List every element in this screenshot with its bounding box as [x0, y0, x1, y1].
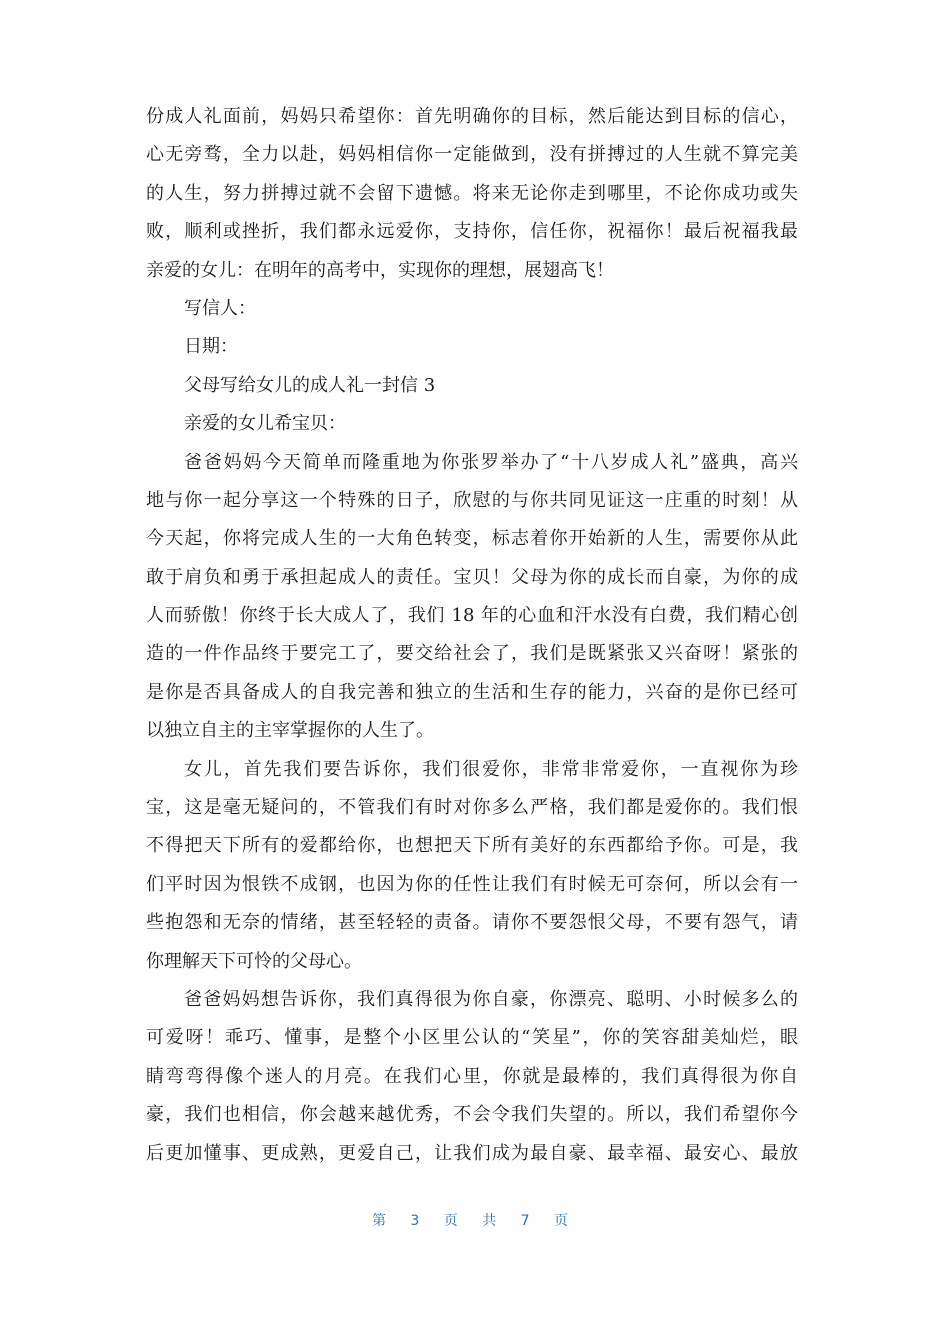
- text-line: 造的一件作品终于要完工了，要交给社会了，我们是既紧张又兴奋呀！紧张的: [146, 643, 798, 665]
- text-line: 敢于肩负和勇于承担起成人的责任。宝贝！父母为你的成长而自豪，为你的成: [146, 566, 798, 588]
- text-line: 份成人礼面前，妈妈只希望你：首先明确你的目标，然后能达到目标的信心，: [146, 106, 798, 127]
- text-line: 亲爱的女儿希宝贝：: [184, 413, 346, 435]
- text-line: 宝，这是毫无疑问的，不管我们有时对你多么严格，我们都是爱你的。我们恨: [146, 797, 798, 819]
- text-line: 女儿，首先我们要告诉你，我们很爱你，非常非常爱你，一直视你为珍: [184, 758, 798, 780]
- text-line: 爸爸妈妈想告诉你，我们真得很为你自豪，你漂亮、聪明、小时候多么的: [184, 988, 798, 1010]
- text-line: 地与你一起分享这一个特殊的日子，欣慰的与你共同见证这一庄重的时刻！从: [146, 489, 798, 511]
- text-line: 败，顺利或挫折，我们都永远爱你，支持你，信任你，祝福你！最后祝福我最: [146, 221, 798, 243]
- page-footer: 第 3 页 共 7 页: [371, 1213, 579, 1229]
- text-line: 你理解天下可怜的父母心。: [146, 950, 362, 972]
- text-line: 睛弯弯得像个迷人的月亮。在我们心里，你就是最棒的，我们真得很为你自: [146, 1065, 798, 1087]
- text-line: 写信人：: [184, 297, 256, 319]
- text-line: 人而骄傲！你终于长大成人了，我们 18 年的心血和汗水没有白费，我们精心创: [146, 605, 798, 627]
- text-line: 父母写给女儿的成人礼一封信 3: [184, 374, 436, 396]
- text-line: 亲爱的女儿：在明年的高考中，实现你的理想，展翅高飞！: [146, 259, 614, 281]
- text-line: 以独立自主的主宰掌握你的人生了。: [146, 720, 434, 742]
- text-line: 些抱怨和无奈的情绪，甚至轻轻的责备。请你不要怨恨父母，不要有怨气，请: [146, 912, 798, 934]
- text-line: 豪，我们也相信，你会越来越优秀，不会令我们失望的。所以，我们希望你今: [146, 1104, 798, 1126]
- text-line: 的人生，努力拼搏过就不会留下遗憾。将来无论你走到哪里，不论你成功或失: [146, 182, 798, 204]
- text-line: 不得把天下所有的爱都给你，也想把天下所有美好的东西都给予你。可是，我: [146, 835, 798, 857]
- text-line: 日期：: [184, 336, 238, 358]
- text-line: 可爱呀！乖巧、懂事，是整个小区里公认的“笑星”，你的笑容甜美灿烂，眼: [146, 1027, 798, 1049]
- text-line: 后更加懂事、更成熟，更爱自己，让我们成为最自豪、最幸福、最安心、最放: [146, 1142, 798, 1164]
- text-line: 们平时因为恨铁不成钢，也因为你的任性让我们有时候无可奈何，所以会有一: [146, 873, 798, 895]
- letter-body: [146, 98, 798, 1173]
- text-line: 今天起，你将完成人生的一大角色转变，标志着你开始新的人生，需要你从此: [146, 528, 798, 550]
- text-line: 是你是否具备成人的自我完善和独立的生活和生存的能力，兴奋的是你已经可: [146, 681, 798, 703]
- text-line: 爸爸妈妈今天简单而隆重地为你张罗举办了“十八岁成人礼”盛典，高兴: [184, 451, 798, 473]
- text-line: 心无旁骛，全力以赴，妈妈相信你一定能做到，没有拼搏过的人生就不算完美: [146, 144, 798, 166]
